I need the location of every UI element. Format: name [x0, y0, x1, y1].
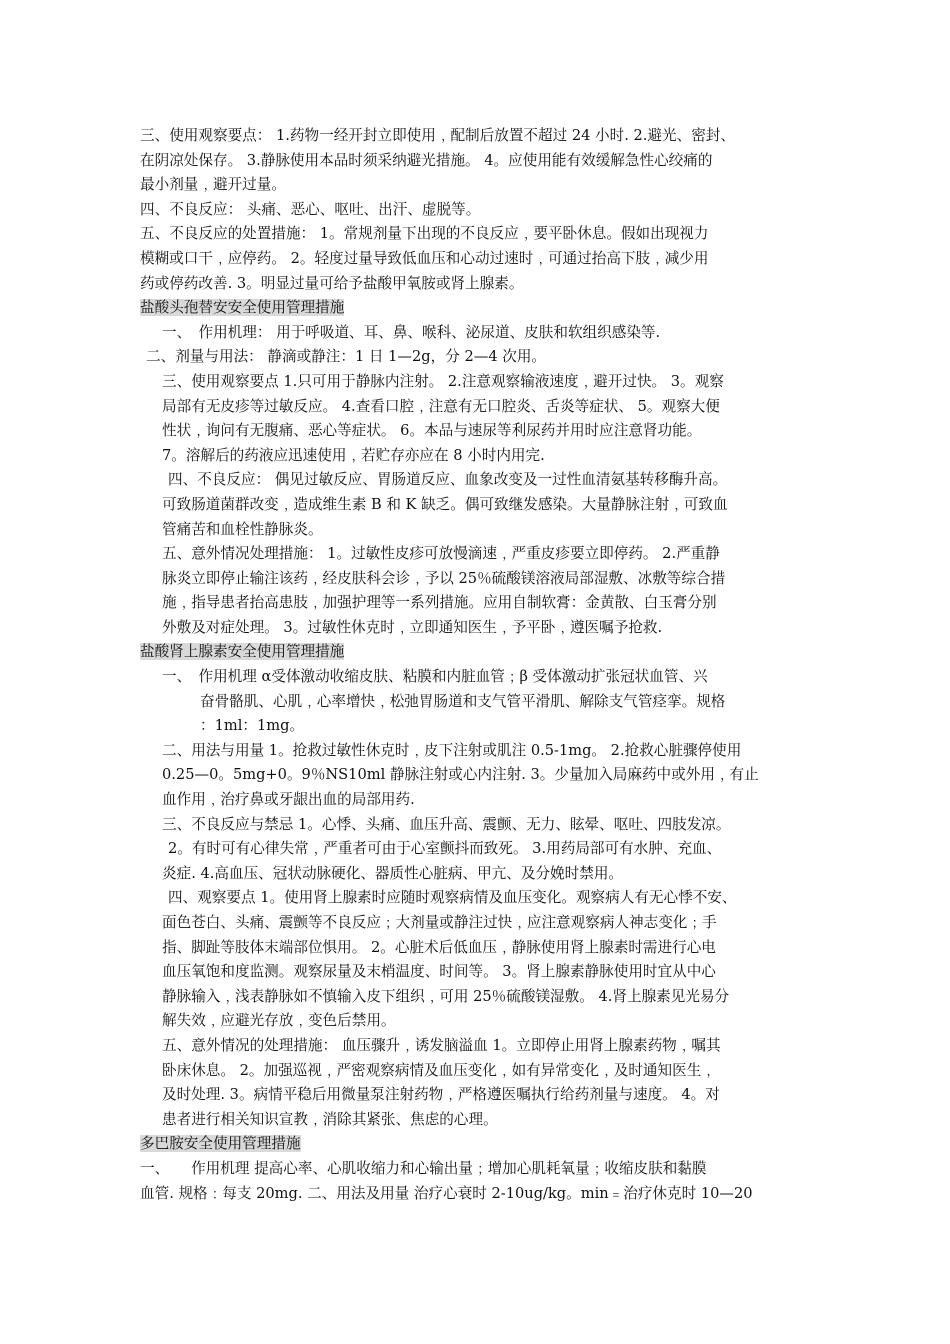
text-line: 7。溶解后的药液应迅速使用﹐若贮存亦应在 8 小时内用完. — [162, 446, 545, 464]
text-line: 卧床休息。 2。加强巡视﹐严密观察病情及血压变化﹐如有异常变化﹐及时通知医生﹐ — [162, 1061, 716, 1079]
text-line: 管痛苦和血栓性静脉炎。 — [162, 520, 323, 538]
text-line: 患者进行相关知识宣教﹐消除其紧张、焦虑的心理。 — [162, 1110, 498, 1128]
text-line: 0.25—0。5mg+0。9％NS10ml 静脉注射或心内注射. 3。少量加入局麻药中或外用﹐有止 — [162, 766, 759, 784]
text-line: 局部有无皮疹等过敏反应。 4.查看口腔﹐注意有无口腔炎、舌炎等症状、 5。观察大便 — [162, 397, 720, 415]
text-line: 二、用法与用量 1。抢救过敏性休克时﹐皮下注射或肌注 0.5-1mg。 2.抢救心脏骤停使用 — [162, 741, 742, 759]
text-line: 血压氧饱和度监测。观察尿量及末梢温度、时间等。 3。肾上腺素静脉使用时宜从中心 — [162, 963, 716, 981]
text-line: 解失效﹐应避光存放﹐变色后禁用。 — [162, 1012, 396, 1030]
text-line: 可致肠道菌群改变﹐造成维生素 B 和 K 缺乏。偶可致继发感染。大量静脉注射﹐可致血 — [162, 495, 728, 513]
text-line: 性状﹐询问有无腹痛、恶心等症状。 6。本品与速尿等利尿药并用时应注意肾功能。 — [162, 422, 702, 440]
text-line: 2。有时可有心律失常﹐严重者可由于心室颤抖而致死。 3.用药局部可有水肿、充血、 — [168, 840, 722, 858]
text-line: 一、 作用机理 α受体激动收缩皮肤、粘膜和内脏血管﹔β 受体激动扩张冠状血管、兴 — [162, 668, 708, 686]
text-line: 脉炎立即停止输注该药﹐经皮肤科会诊﹐予以 25％硫酸镁溶液局部湿敷、冰敷等综合措 — [162, 569, 726, 587]
text-line: 奋骨骼肌、心肌﹐心率增快﹐松弛胃肠道和支气管平滑肌、解除支气管痉挛。规格 — [200, 692, 726, 710]
section-heading — [140, 296, 830, 321]
document-body — [140, 124, 830, 1206]
text-line: 一、 作用机理： 用于呼吸道、耳、鼻、喉科、泌尿道、皮肤和软组织感染等. — [162, 323, 661, 341]
text-line: 五、不良反应的处置措施： 1。常规剂量下出现的不良反应﹐要平卧休息。假如出现视力 — [140, 225, 709, 243]
text-line: 四、观察要点 1。使用肾上腺素时应随时观察病情及血压变化。观察病人有无心悸不安、 — [168, 889, 737, 907]
text-line: 三、不良反应与禁忌 1。心悸、头痛、血压升高、震颤、无力、眩晕、呕吐、四肢发凉。 — [162, 815, 731, 833]
text-line: 血作用﹐治疗鼻或牙龈出血的局部用药. — [162, 791, 415, 809]
section-heading-text: 盐酸肾上腺素安全使用管理措施 — [140, 643, 345, 661]
text-line: 四、不良反应： 偶见过敏反应、胃肠道反应、血象改变及一过性血清氨基转移酶升高。 — [168, 471, 728, 489]
text-line: 最小剂量﹐避开过量。 — [140, 176, 286, 194]
text-line: 四、不良反应： 头痛、恶心、呕吐、出汗、虚脱等。 — [140, 200, 481, 218]
text-line: 炎症. 4.高血压、冠状动脉硬化、器质性心脏病、甲亢、及分娩时禁用。 — [162, 864, 624, 882]
section-heading — [140, 1132, 830, 1157]
text-line: 静脉输入﹐浅表静脉如不慎输入皮下组织﹐可用 25％硫酸镁湿敷。 4.肾上腺素见光易分 — [162, 987, 730, 1005]
text-line: 五、意外情况的处理措施： 血压骤升﹐诱发脑溢血 1。立即停止用肾上腺素药物﹐嘱其 — [162, 1036, 721, 1054]
text-line: 模糊或口干﹐应停药。 2。轻度过量导致低血压和心动过速时﹐可通过抬高下肢﹐减少用 — [140, 249, 709, 267]
text-line: 三、使用观察要点 1.只可用于静脉内注射。 2.注意观察输液速度﹐避开过快。 3。观察 — [162, 372, 724, 390]
text-line: 施﹐指导患者抬高患肢﹐加强护理等一系列措施。应用自制软膏：金黄散、白玉膏分别 — [162, 594, 717, 612]
section-heading-text: 盐酸头孢替安安全使用管理措施 — [140, 299, 345, 317]
text-line: 在阴凉处保存。 3.静脉使用本品时须采纳避光措施。 4。应使用能有效缓解急性心绞痛的 — [140, 151, 713, 169]
text-line: 血管. 规格﹕每支 20mg. 二、用法及用量 治疗心衰时 2-10ug/kg。min﹦治疗休克时 10—20 — [140, 1184, 753, 1202]
text-line: ：1ml：1mg。 — [200, 717, 305, 735]
section-heading — [140, 640, 830, 665]
text-line: 外敷及对症处理。 3。过敏性休克时﹐立即通知医生﹐予平卧﹐遵医嘱予抢救. — [162, 618, 663, 636]
text-line: 五、意外情况处理措施： 1。过敏性皮疹可放慢滴速﹐严重皮疹要立即停药。 2.严重静 — [162, 545, 720, 563]
section-heading-text: 多巴胺安全使用管理措施 — [140, 1135, 301, 1153]
text-line: 二、剂量与用法： 静滴或静注：1 日 1—2g，分 2—4 次用。 — [146, 348, 547, 366]
text-line: 三、使用观察要点： 1.药物一经开封立即使用﹐配制后放置不超过 24 小时. 2.避光、密封、 — [140, 127, 735, 144]
text-line: 指、脚趾等肢体末端部位惧用。 2。心脏术后低血压﹐静脉使用肾上腺素时需进行心电 — [162, 938, 716, 956]
text-line: 面色苍白、头痛、震颤等不良反应﹔大剂量或静注过快﹐应注意观察病人神志变化﹔手 — [162, 914, 717, 931]
text-line: 一、 作用机理 提高心率、心肌收缩力和心输出量﹔增加心肌耗氧量﹔收缩皮肤和黏膜 — [140, 1159, 707, 1177]
text-line: 及时处理. 3。病情平稳后用微量泵注射药物﹐严格遵医嘱执行给药剂量与速度。 4。对 — [162, 1086, 720, 1104]
text-line: 药或停药改善. 3。明显过量可给予盐酸甲氧胺或肾上腺素。 — [140, 274, 524, 292]
